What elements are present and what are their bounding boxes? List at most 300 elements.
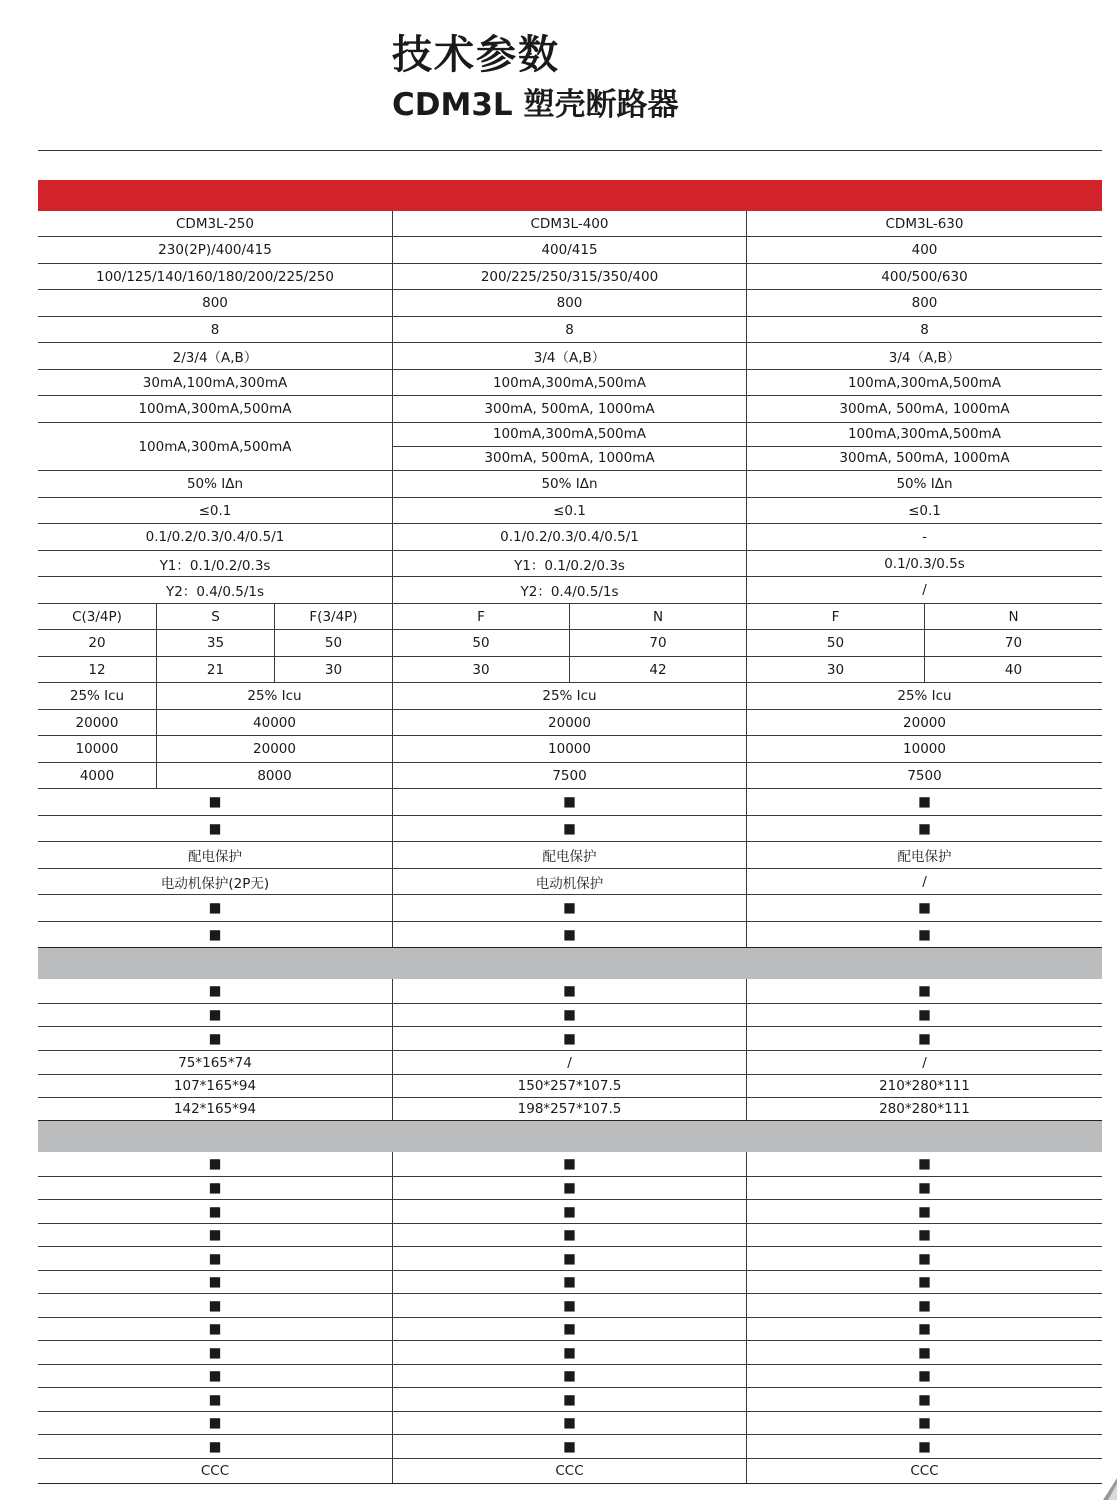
table-cell	[38, 895, 392, 921]
table-row	[38, 1388, 1102, 1412]
cell-value: 25% Icu	[69, 688, 125, 704]
cell-value: ■	[208, 1180, 222, 1196]
table-cell	[392, 1412, 746, 1434]
table-cell	[38, 396, 392, 422]
table-row	[38, 577, 1102, 604]
cell-value: ■	[208, 1274, 222, 1290]
cell-value: 20	[88, 635, 106, 651]
table-cell	[38, 1027, 392, 1050]
table-cell	[746, 423, 1102, 470]
page-corner-icon	[1095, 1478, 1117, 1500]
table-row	[38, 683, 1102, 710]
table-cell	[38, 1294, 392, 1317]
table-cell	[38, 979, 392, 1003]
cell-value: ■	[918, 1250, 931, 1267]
table-cell	[392, 869, 746, 894]
table-cell	[746, 370, 1102, 395]
table-cell	[38, 630, 156, 656]
cell-value: 10000	[903, 741, 946, 757]
table-row	[38, 895, 1102, 922]
cell-value: ■	[918, 1415, 931, 1431]
table-cell	[392, 1051, 746, 1074]
table-cell	[156, 763, 392, 788]
cell-value: ■	[563, 794, 576, 810]
table-cell	[569, 604, 746, 629]
table-cell	[746, 577, 1102, 603]
cell-value: F(3/4P)	[309, 608, 358, 625]
table-cell	[924, 630, 1102, 656]
table-cell	[38, 370, 392, 395]
table-row	[38, 630, 1102, 657]
cell-value: 2/3/4（A,B）	[172, 350, 258, 366]
cell-value: S	[211, 608, 220, 625]
table-row	[38, 1294, 1102, 1318]
cell-value: 800	[911, 295, 938, 311]
cell-value: 配电保护	[542, 849, 597, 865]
table-cell	[392, 736, 746, 762]
cell-value: ■	[208, 1438, 222, 1455]
cell-value: 200/225/250/315/350/400	[480, 268, 659, 285]
cell-value: ■	[208, 1007, 222, 1023]
table-cell	[569, 657, 746, 682]
table-cell	[392, 895, 746, 921]
cell-value: 10000	[548, 741, 591, 757]
cell-value: /	[567, 1054, 572, 1071]
table-cell	[274, 657, 392, 682]
table-cell	[392, 211, 746, 236]
cell-value: 100mA,300mA,500mA	[492, 374, 647, 391]
cell-value: ■	[563, 1344, 576, 1361]
cell-value: 0.1/0.3/0.5s	[884, 555, 965, 572]
cell-value: ■	[208, 1156, 222, 1172]
table-cell	[274, 630, 392, 656]
cell-value: 300mA, 500mA, 1000mA	[484, 450, 655, 467]
table-cell	[392, 763, 746, 788]
cell-value: ■	[918, 1368, 931, 1384]
cell-value: ■	[563, 1368, 576, 1384]
cell-value: ■	[208, 1227, 222, 1243]
cell-value: 3/4（A,B）	[533, 350, 606, 366]
table-row	[38, 237, 1102, 264]
table-row	[38, 498, 1102, 524]
table-cell	[392, 630, 569, 656]
table-cell	[392, 922, 746, 947]
table-row	[38, 1200, 1102, 1224]
section-band-gray	[38, 1121, 1102, 1152]
cell-value: ≤0.1	[198, 502, 232, 519]
cell-value: 100mA,300mA,500mA	[393, 423, 746, 447]
cell-value: ■	[208, 1344, 222, 1361]
cell-value: 300mA, 500mA, 1000mA	[839, 450, 1010, 467]
table-cell	[392, 577, 746, 603]
table-cell	[38, 343, 392, 369]
cell-value: N	[1008, 608, 1019, 625]
cell-value: ■	[918, 1030, 931, 1047]
cell-value: 20000	[75, 714, 119, 731]
table-cell	[38, 789, 392, 815]
table-cell	[38, 237, 392, 263]
cell-value: 8	[565, 321, 574, 338]
table-row	[38, 343, 1102, 370]
table-cell	[746, 710, 1102, 735]
cell-value: 配电保护	[188, 849, 242, 865]
table-row	[38, 604, 1102, 630]
cell-value: 50% IΔn	[186, 476, 244, 492]
cell-value: 7500	[907, 767, 942, 784]
cell-value: ■	[563, 1227, 576, 1243]
table-cell	[392, 498, 746, 523]
table-cell	[746, 498, 1102, 523]
table-cell	[746, 763, 1102, 788]
cell-value: ■	[208, 900, 222, 916]
table-cell	[38, 816, 392, 841]
table-cell	[746, 1412, 1102, 1434]
cell-value: /	[922, 582, 927, 598]
section-band-red	[38, 180, 1102, 211]
table-cell	[392, 1294, 746, 1317]
table-cell	[746, 1200, 1102, 1223]
table-cell	[392, 1004, 746, 1026]
table-cell	[392, 604, 569, 629]
cell-value: 800	[556, 295, 583, 311]
cell-value: 20000	[548, 714, 591, 731]
table-row	[38, 370, 1102, 396]
cell-value: CDM3L-630	[885, 215, 964, 232]
cell-value: CCC	[910, 1463, 939, 1479]
table-cell	[38, 1365, 392, 1387]
table-cell	[38, 736, 156, 762]
table-cell	[392, 1435, 746, 1458]
cell-value: ■	[563, 1007, 576, 1023]
cell-value: 100mA,300mA,500mA	[847, 374, 1002, 391]
table-cell	[38, 524, 392, 550]
cell-value: 280*280*111	[879, 1101, 970, 1117]
cell-value: 30	[324, 661, 343, 678]
cell-value: N	[652, 608, 664, 625]
cell-value: 300mA, 500mA, 1000mA	[484, 401, 655, 417]
cell-value: ■	[208, 820, 222, 837]
cell-value: ■	[563, 1180, 576, 1196]
table-cell	[746, 1271, 1102, 1293]
table-cell	[392, 343, 746, 369]
cell-value: ■	[208, 1297, 222, 1314]
table-cell	[392, 551, 746, 576]
table-cell	[746, 237, 1102, 263]
cell-value: -	[922, 529, 927, 545]
cell-value: Y1：0.1/0.2/0.3s	[159, 557, 271, 574]
cell-value: 8	[210, 321, 220, 338]
cell-value: ■	[918, 1180, 931, 1196]
cell-value: 4000	[79, 767, 115, 784]
cell-value: 12	[88, 661, 106, 678]
cell-value: 电动机保护	[535, 875, 604, 892]
table-cell	[392, 396, 746, 422]
cell-value: 100/125/140/160/180/200/225/250	[96, 268, 334, 285]
table-cell	[746, 895, 1102, 921]
table-cell	[38, 211, 392, 236]
table-cell	[392, 317, 746, 342]
cell-value: 20000	[253, 741, 296, 757]
cell-value: CDM3L-250	[176, 215, 254, 232]
table-cell	[38, 604, 156, 629]
table-row	[38, 1177, 1102, 1200]
table-cell	[156, 683, 392, 709]
table-cell	[392, 1200, 746, 1223]
table-cell	[746, 1152, 1102, 1176]
table-cell	[569, 630, 746, 656]
page-title: 技术参数	[392, 32, 560, 78]
cell-value: 21	[206, 661, 225, 678]
table-cell	[38, 1318, 392, 1340]
cell-value: 70	[1004, 635, 1023, 651]
table-cell	[746, 290, 1102, 316]
table-cell	[746, 211, 1102, 236]
table-row	[38, 1051, 1102, 1075]
table-cell	[392, 1341, 746, 1364]
table-cell	[38, 657, 156, 682]
cell-value: ■	[918, 1156, 931, 1172]
table-cell	[746, 524, 1102, 550]
table-cell	[392, 1075, 746, 1097]
table-cell	[38, 1412, 392, 1434]
table-cell	[392, 1271, 746, 1293]
cell-value: ■	[563, 1391, 576, 1408]
cell-value: ■	[563, 1321, 576, 1337]
table-cell	[746, 1435, 1102, 1458]
cell-value: ■	[563, 1203, 576, 1220]
cell-value: CCC	[200, 1463, 230, 1479]
table-cell	[746, 922, 1102, 947]
table-cell	[746, 1294, 1102, 1317]
table-cell	[38, 1388, 392, 1411]
table-cell	[156, 604, 274, 629]
cell-value: ■	[563, 1156, 576, 1172]
cell-value: ■	[918, 983, 931, 999]
table-cell	[392, 683, 746, 709]
table-cell	[746, 471, 1102, 497]
table-row	[38, 1435, 1102, 1459]
cell-value: ■	[208, 1321, 222, 1337]
table-cell	[38, 1051, 392, 1074]
cell-value: ■	[563, 1415, 576, 1431]
cell-value: 25% Icu	[542, 688, 597, 704]
cell-value: 50	[324, 635, 343, 651]
table-cell	[156, 736, 392, 762]
table-cell	[746, 1341, 1102, 1364]
cell-value: Y1：0.1/0.2/0.3s	[514, 557, 625, 574]
cell-value: 30	[472, 661, 490, 678]
table-cell	[746, 264, 1102, 289]
cell-value: ■	[918, 1203, 931, 1220]
table-cell	[38, 1271, 392, 1293]
table-cell	[392, 1318, 746, 1340]
table-cell	[38, 1200, 392, 1223]
table-row	[38, 396, 1102, 423]
table-cell	[392, 1247, 746, 1270]
table-cell	[392, 237, 746, 263]
table-cell	[38, 498, 392, 523]
cell-value: ■	[208, 1250, 222, 1267]
table-cell	[746, 1027, 1102, 1050]
table-row	[38, 1098, 1102, 1121]
table-cell	[746, 657, 924, 682]
table-cell	[38, 1098, 392, 1120]
table-row	[38, 710, 1102, 736]
cell-value: ■	[208, 983, 222, 999]
table-cell	[392, 979, 746, 1003]
cell-value: ■	[563, 1297, 576, 1314]
table-cell	[38, 1459, 392, 1483]
table-cell	[38, 1075, 392, 1097]
cell-value: 150*257*107.5	[517, 1078, 622, 1094]
table-cell	[392, 1177, 746, 1199]
table-row	[38, 922, 1102, 948]
table-cell	[392, 710, 746, 735]
cell-value: 配电保护	[897, 849, 952, 865]
spec-table	[38, 180, 1102, 1484]
table-row	[38, 789, 1102, 816]
table-cell	[392, 290, 746, 316]
cell-value: 40	[1004, 661, 1023, 678]
table-row	[38, 317, 1102, 343]
product-subtitle: CDM3L 塑壳断路器	[392, 87, 679, 123]
table-cell	[746, 630, 924, 656]
cell-value: 70	[649, 635, 667, 651]
cell-value: ■	[918, 1438, 931, 1455]
cell-value: ■	[208, 1391, 222, 1408]
cell-value: ■	[563, 900, 576, 916]
table-cell	[746, 736, 1102, 762]
table-cell	[392, 264, 746, 289]
cell-value: ■	[563, 1030, 576, 1047]
table-cell	[392, 789, 746, 815]
table-cell	[38, 1152, 392, 1176]
table-row	[38, 1075, 1102, 1098]
cell-value: 20000	[903, 714, 946, 731]
table-row	[38, 736, 1102, 763]
cell-value: 0.1/0.2/0.3/0.4/0.5/1	[500, 529, 639, 545]
table-cell	[746, 1318, 1102, 1340]
cell-value: 400/500/630	[881, 268, 968, 285]
table-cell	[392, 842, 746, 868]
table-cell	[392, 1098, 746, 1120]
table-cell	[392, 423, 746, 470]
table-cell	[746, 979, 1102, 1003]
cell-value: 30	[826, 661, 845, 678]
cell-value: 107*165*94	[173, 1078, 257, 1094]
cell-value: ■	[918, 926, 931, 943]
table-cell	[746, 789, 1102, 815]
table-row	[38, 1318, 1102, 1341]
cell-value: 198*257*107.5	[517, 1101, 622, 1117]
cell-value: 8000	[257, 767, 292, 784]
cell-value: 40000	[253, 714, 296, 731]
table-cell	[746, 816, 1102, 841]
table-cell	[38, 1177, 392, 1199]
table-row	[38, 1247, 1102, 1271]
cell-value: ■	[563, 1250, 576, 1267]
table-cell	[156, 657, 274, 682]
cell-value: F	[477, 608, 485, 625]
table-cell	[746, 317, 1102, 342]
table-cell	[392, 816, 746, 841]
table-row	[38, 842, 1102, 869]
header-divider	[38, 150, 1102, 151]
cell-value: F	[831, 608, 840, 625]
cell-value: ■	[918, 1274, 931, 1290]
table-cell	[38, 683, 156, 709]
table-row	[38, 763, 1102, 789]
cell-value: 25% Icu	[897, 688, 952, 704]
table-cell	[392, 1388, 746, 1411]
table-cell	[392, 1224, 746, 1246]
table-cell	[924, 604, 1102, 629]
table-cell	[38, 1224, 392, 1246]
cell-value: 35	[206, 635, 225, 651]
table-cell	[38, 423, 392, 470]
cell-value: 100mA,300mA,500mA	[747, 423, 1102, 447]
cell-value: ■	[918, 1321, 931, 1337]
table-cell	[392, 370, 746, 395]
cell-value: ■	[918, 1344, 931, 1361]
cell-value: ■	[208, 1030, 222, 1047]
table-row	[38, 423, 1102, 471]
table-cell	[38, 842, 392, 868]
cell-value: 50	[472, 635, 490, 651]
table-cell	[38, 710, 156, 735]
table-cell	[38, 317, 392, 342]
cell-value: ■	[208, 1415, 222, 1431]
cell-value: 3/4（A,B）	[888, 350, 961, 366]
cell-value: 800	[202, 295, 228, 311]
cell-value: 100mA,300mA,500mA	[138, 438, 292, 455]
table-cell	[274, 604, 392, 629]
table-cell	[746, 551, 1102, 576]
table-row	[38, 524, 1102, 551]
table-cell	[392, 1152, 746, 1176]
cell-value: ■	[563, 820, 576, 837]
table-cell	[392, 524, 746, 550]
table-cell	[38, 1435, 392, 1458]
table-cell	[38, 551, 392, 576]
cell-value: 100mA,300mA,500mA	[138, 401, 292, 417]
cell-value: 30mA,100mA,300mA	[142, 374, 288, 391]
cell-value: ■	[918, 794, 931, 810]
table-cell	[746, 1388, 1102, 1411]
cell-value: 8	[920, 321, 929, 338]
cell-value: /	[922, 873, 927, 890]
table-cell	[746, 1051, 1102, 1074]
cell-value: 50% IΔn	[896, 476, 953, 492]
table-row	[38, 1412, 1102, 1435]
cell-value: 75*165*74	[178, 1054, 252, 1071]
cell-value: 400	[911, 242, 938, 258]
table-cell	[746, 1098, 1102, 1120]
table-cell	[38, 290, 392, 316]
table-cell	[746, 1224, 1102, 1246]
table-cell	[746, 683, 1102, 709]
cell-value: 400/415	[541, 242, 598, 258]
cell-value: CDM3L-400	[530, 215, 609, 232]
cell-value: ■	[563, 1438, 576, 1455]
cell-value: 42	[649, 661, 667, 678]
table-row	[38, 551, 1102, 577]
section-band-gray	[38, 948, 1102, 979]
table-row	[38, 869, 1102, 895]
table-cell	[38, 763, 156, 788]
table-cell	[746, 396, 1102, 422]
table-cell	[392, 657, 569, 682]
